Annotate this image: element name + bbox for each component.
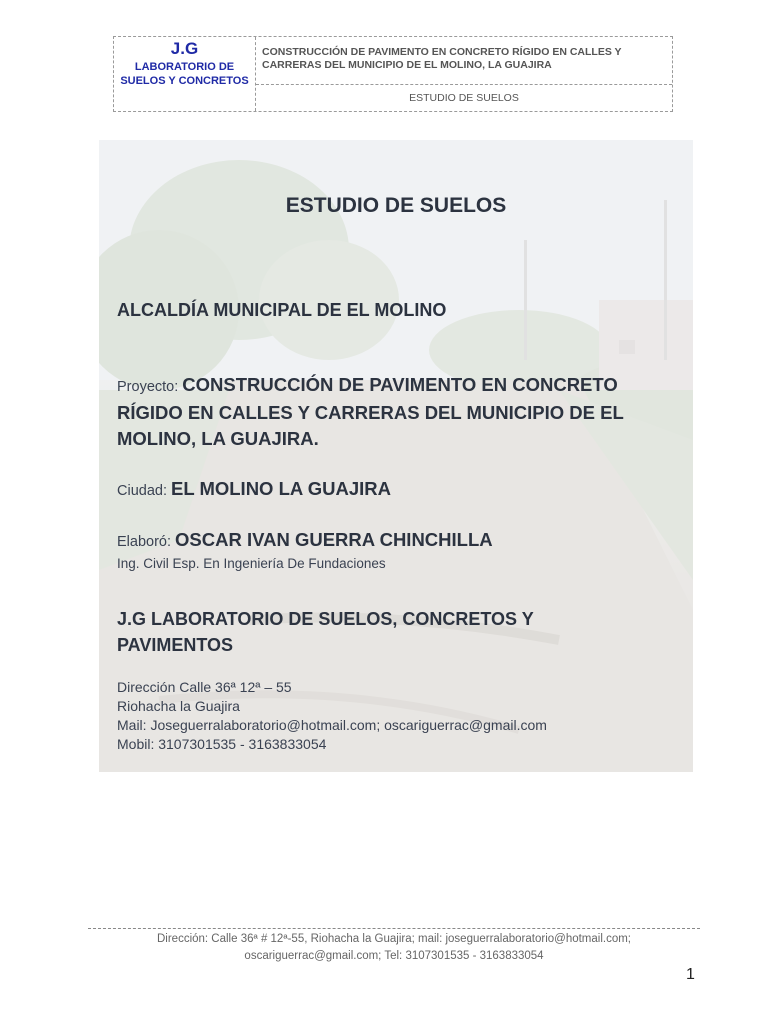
contact-mobile: Mobil: 3107301535 - 3163833054 bbox=[117, 736, 327, 752]
author-title: Ing. Civil Esp. En Ingeniería De Fundaciones bbox=[117, 556, 386, 571]
company-block bbox=[117, 606, 534, 658]
lab-name: LABORATORIO DE SUELOS Y CONCRETOS bbox=[120, 61, 249, 87]
header-table bbox=[113, 36, 673, 112]
client-name: ALCALDÍA MUNICIPAL DE EL MOLINO bbox=[117, 300, 447, 320]
header-study: ESTUDIO DE SUELOS bbox=[409, 92, 519, 104]
author-name: OSCAR IVAN GUERRA CHINCHILLA bbox=[175, 529, 493, 550]
footer-line-2: oscariguerrac@gmail.com; Tel: 3107301535 - 3163833054 bbox=[244, 949, 544, 962]
lab-logo: J.G bbox=[170, 39, 199, 58]
header-info-cell bbox=[256, 37, 672, 111]
cover-panel bbox=[99, 140, 693, 772]
footer-line-1: Dirección: Calle 36ª # 12ª-55, Riohacha la Guajira; mail: joseguerralaboratorio@hotmail.com; bbox=[156, 933, 632, 945]
page-number: 1 bbox=[686, 966, 695, 983]
company-line-2: PAVIMENTOS bbox=[117, 635, 234, 655]
project-label: Proyecto: bbox=[117, 379, 183, 395]
city-value: EL MOLINO LA GUAJIRA bbox=[171, 478, 391, 499]
author-block bbox=[117, 527, 493, 555]
project-line-2: RÍGIDO EN CALLES Y CARRERAS DEL MUNICIPIO DE EL bbox=[117, 402, 624, 423]
project-block bbox=[117, 372, 687, 452]
contact-block bbox=[117, 678, 547, 754]
company-line-1: J.G LABORATORIO DE SUELOS, CONCRETOS Y bbox=[117, 609, 534, 629]
city-block bbox=[117, 476, 391, 504]
author-label: Elaboró: bbox=[117, 534, 176, 550]
footer-divider bbox=[88, 928, 700, 929]
city-label: Ciudad: bbox=[117, 483, 172, 499]
contact-city: Riohacha la Guajira bbox=[117, 698, 240, 714]
header-logo-cell bbox=[114, 37, 256, 111]
cover-title: ESTUDIO DE SUELOS bbox=[285, 194, 507, 217]
contact-mail: Mail: Joseguerralaboratorio@hotmail.com; oscariguerrac@gmail.com bbox=[117, 717, 547, 733]
project-line-3: MOLINO, LA GUAJIRA. bbox=[117, 428, 319, 449]
header-project: CONSTRUCCIÓN DE PAVIMENTO EN CONCRETO RÍGIDO EN CALLES Y CARRERAS DEL MUNICIPIO DE EL MOLINO, LA GUAJIRA bbox=[256, 37, 672, 85]
project-line-1: CONSTRUCCIÓN DE PAVIMENTO EN CONCRETO bbox=[182, 374, 618, 395]
contact-address: Dirección Calle 36ª 12ª – 55 bbox=[117, 679, 292, 695]
footer bbox=[88, 931, 700, 964]
